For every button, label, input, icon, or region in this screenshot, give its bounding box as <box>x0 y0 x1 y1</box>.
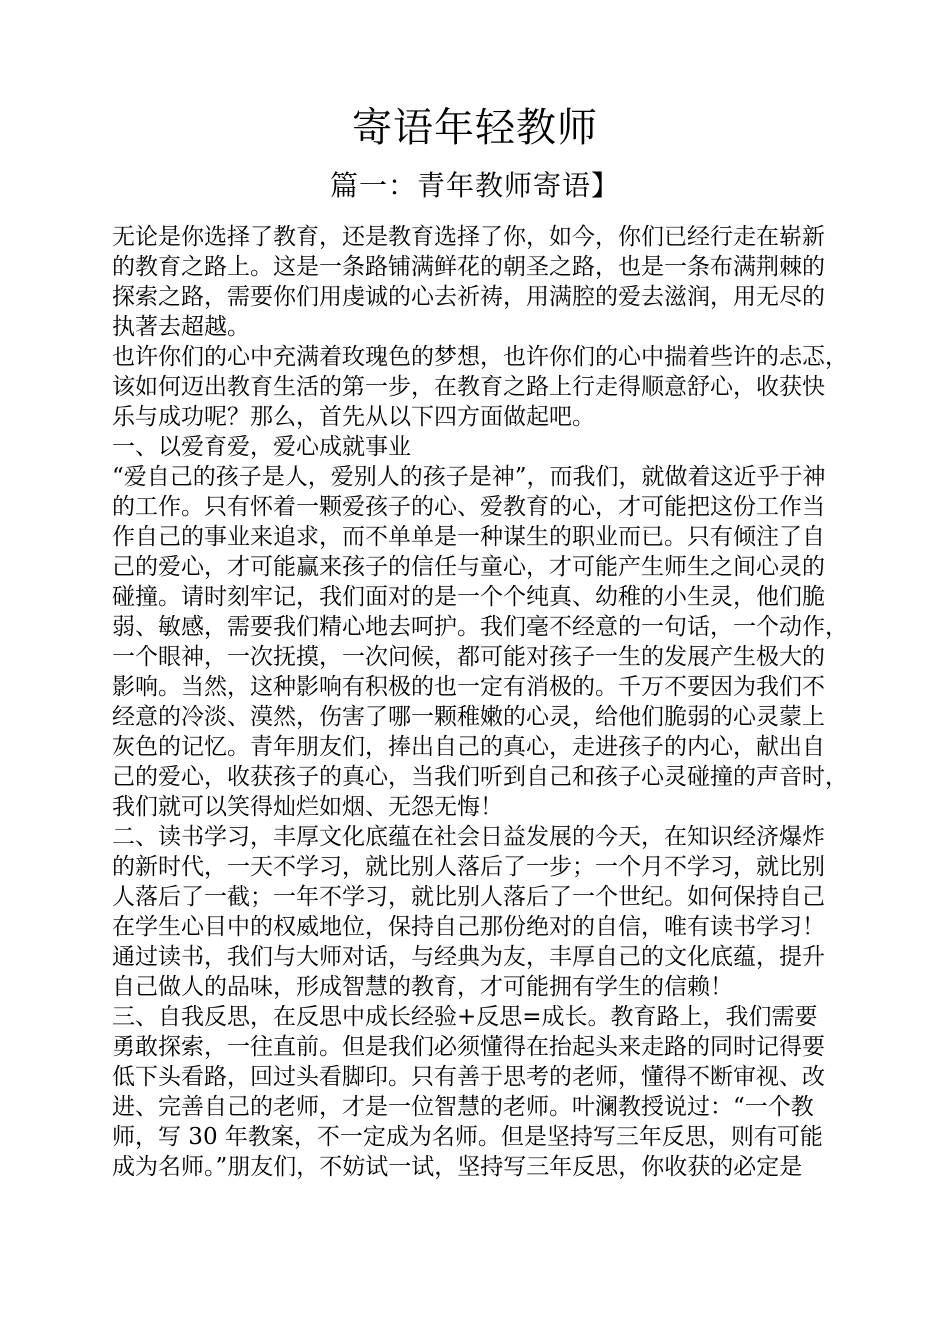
text-line: 我们就可以笑得灿烂如烟、无怨无悔！ <box>112 794 503 820</box>
text-line: 的教育之路上。这是一条路铺满鲜花的朝圣之路，也是一条布满荆棘的 <box>112 254 825 280</box>
text-line: 勇敢探索，一往直前。但是我们必须懂得在抬起头来走路的同时记得要 <box>112 1034 825 1060</box>
text-line: 该如何迈出教育生活的第一步，在教育之路上行走得顺意舒心，收获快 <box>112 374 825 400</box>
text-line: 探索之路，需要你们用虔诚的心去祈祷，用满腔的爱去滋润，用无尽的 <box>112 284 825 310</box>
text-line: 一个眼神，一次抚摸，一次问候，都可能对孩子一生的发展产生极大的 <box>112 644 825 670</box>
text-line: 经意的冷淡、漠然，伤害了哪一颗稚嫩的心灵，给他们脆弱的心灵蒙上 <box>112 704 825 730</box>
text-line: “爱自己的孩子是人，爱别人的孩子是神”，而我们，就做着这近乎于神 <box>112 464 826 490</box>
text-line: 己的爱心，才可能赢来孩子的信任与童心，才可能产生师生之间心灵的 <box>112 554 825 580</box>
text-line: 自己做人的品味，形成智慧的教育，才可能拥有学生的信赖！ <box>112 974 733 1000</box>
text-line: 也许你们的心中充满着玫瑰色的梦想，也许你们的心中揣着些许的忐忑， <box>112 344 848 370</box>
text-line: 无论是你选择了教育，还是教育选择了你，如今，你们已经行走在崭新 <box>112 224 825 250</box>
text-line: 三、自我反思，在反思中成长经验+反思=成长。教育路上，我们需要 <box>112 1004 818 1030</box>
text-line: 进、完善自己的老师，才是一位智慧的老师。叶澜教授说过：“一个教 <box>112 1094 814 1120</box>
document-subtitle: 篇一：青年教师寄语】 <box>329 169 620 202</box>
text-line: 一、以爱育爱，爱心成就事业 <box>112 434 411 460</box>
document-title: 寄语年轻教师 <box>352 105 598 151</box>
text-line: 的新时代，一天不学习，就比别人落后了一步；一个月不学习，就比别 <box>112 854 825 880</box>
text-line: 人落后了一截；一年不学习，就比别人落后了一个世纪。如何保持自己 <box>112 884 825 910</box>
text-line: 执著去超越。 <box>112 314 250 340</box>
text-line: 己的爱心，收获孩子的真心，当我们听到自己和孩子心灵碰撞的声音时， <box>112 764 848 790</box>
text-line: 灰色的记忆。青年朋友们，捧出自己的真心，走进孩子的内心，献出自 <box>112 734 825 760</box>
text-line: 碰撞。请时刻牢记，我们面对的是一个个纯真、幼稚的小生灵，他们脆 <box>112 584 825 610</box>
text-line: 通过读书，我们与大师对话，与经典为友，丰厚自己的文化底蕴，提升 <box>112 944 825 970</box>
document-body <box>112 222 852 1182</box>
text-line: 乐与成功呢？那么，首先从以下四方面做起吧。 <box>112 404 595 430</box>
text-line: 成为名师。”朋友们，不妨试一试，坚持写三年反思，你收获的必定是 <box>112 1154 803 1180</box>
text-line: 低下头看路，回过头看脚印。只有善于思考的老师，懂得不断审视、改 <box>112 1064 825 1090</box>
text-line: 弱、敏感，需要我们精心地去呵护。我们毫不经意的一句话，一个动作， <box>112 614 848 640</box>
text-line: 影响。当然，这种影响有积极的也一定有消极的。千万不要因为我们不 <box>112 674 825 700</box>
text-line: 作自己的事业来追求，而不单单是一种谋生的职业而已。只有倾注了自 <box>112 524 825 550</box>
text-line: 在学生心目中的权威地位，保持自己那份绝对的自信，唯有读书学习！ <box>112 914 825 940</box>
text-line: 的工作。只有怀着一颗爱孩子的心、爱教育的心，才可能把这份工作当 <box>112 494 825 520</box>
text-line: 二、读书学习，丰厚文化底蕴在社会日益发展的今天，在知识经济爆炸 <box>112 824 825 850</box>
text-line: 师，写 30 年教案，不一定成为名师。但是坚持写三年反思，则有可能 <box>112 1124 823 1150</box>
